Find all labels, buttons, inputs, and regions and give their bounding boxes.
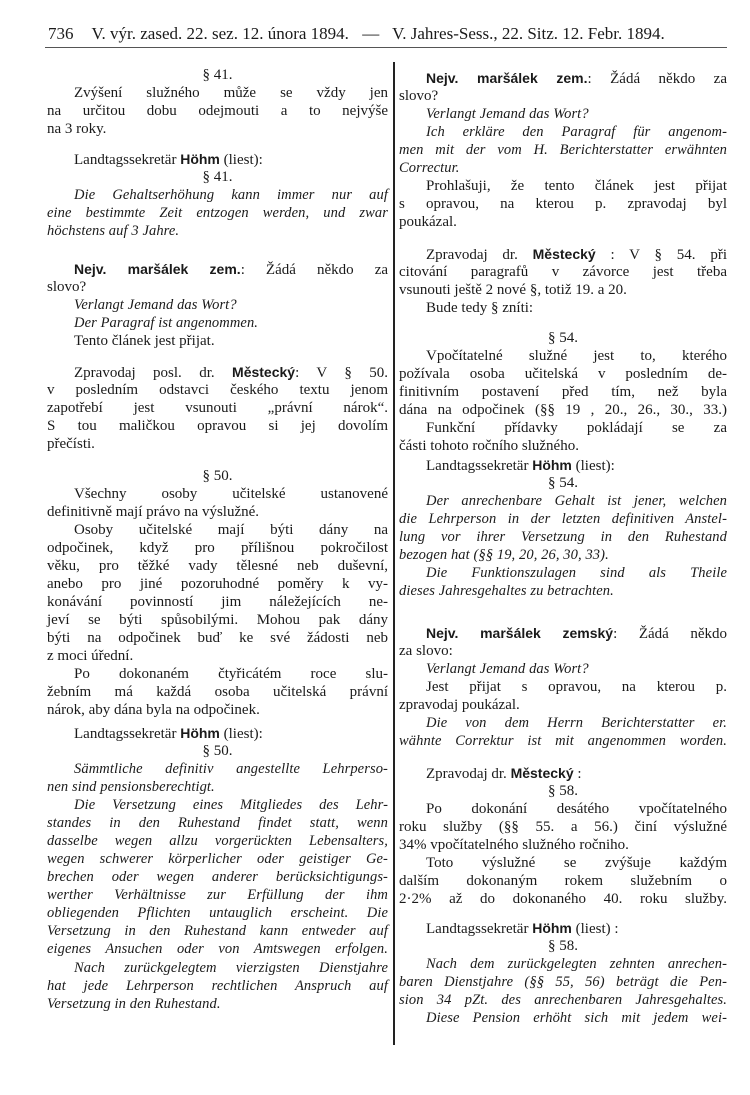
text-line: anebo pro jiné pozoruhodné poměry k vy- xyxy=(47,576,388,592)
text-line: eine bestimmte Zeit entzogen werden, und zwar xyxy=(47,205,388,221)
text-line xyxy=(399,764,727,782)
text-line: Vpočítatelné služné jest to, kterého xyxy=(426,348,727,364)
text-line xyxy=(399,69,727,87)
text-line: dieses Jahresgehaltes zu betrachten. xyxy=(399,583,614,599)
text-segment: Landtagssekretär xyxy=(74,152,181,168)
paragraph-block xyxy=(399,764,727,908)
text-segment: Zpravodaj dr. xyxy=(426,247,533,263)
text-line: wähnte Correktur ist mit angenommen worden. xyxy=(399,733,727,749)
text-line: z moci úřední. xyxy=(47,648,134,664)
text-line: slovo? xyxy=(47,279,87,295)
text-segment: Landtagssekretär xyxy=(426,921,533,937)
text-line: sion 34 pZt. des anrechenbaren Jahresgehaltes. xyxy=(399,992,727,1008)
speaker-name: Höhm xyxy=(532,457,572,473)
paragraph-block xyxy=(399,456,727,600)
paragraph-block xyxy=(399,245,727,317)
speaker-name: Městecký xyxy=(510,765,574,781)
section-heading: § 41. xyxy=(202,67,233,83)
text-line: Toto výslužné se zvýšuje každým xyxy=(426,855,727,871)
speaker-name: Nejv. maršálek zem. xyxy=(426,70,588,86)
text-line: Všechny osoby učitelské ustanovené xyxy=(74,486,388,502)
speaker-name: Městecký xyxy=(532,246,596,262)
text-line: žebním má každá osoba učitelská právní xyxy=(47,684,388,700)
header-dash: — xyxy=(362,24,380,43)
section-heading: § 58. xyxy=(548,938,578,954)
text-line: Die Versetzung eines Mitgliedes des Lehr- xyxy=(74,797,388,813)
text-line: dasselbe wegen allzu vorgerückten Lebensalters, xyxy=(47,833,388,849)
text-segment: : Žádá někdo xyxy=(613,626,727,642)
text-line: Nach dem zurückgelegten zehnten anrechen- xyxy=(426,956,727,972)
speaker-name: Höhm xyxy=(180,151,220,167)
text-line: lung vor ihrer Versetzung in den Ruhestand xyxy=(399,529,727,545)
text-line: Verlangt Jemand das Wort? xyxy=(426,661,589,677)
text-line: Bude tedy § zníti: xyxy=(426,300,534,316)
text-line xyxy=(399,624,727,642)
text-segment: (liest): xyxy=(571,458,615,474)
text-line xyxy=(47,260,388,278)
text-line: Po dokonání desátého vpočítatelného xyxy=(426,801,727,817)
text-line: 2·2% až do dokonaného 40. roku služby. xyxy=(399,891,727,907)
text-line: zapotřebí jest vsunouti „právní nárok“. xyxy=(47,400,388,416)
text-line: men mit der vom H. Berichterstatter erwähnten xyxy=(399,142,727,158)
text-line: Die von dem Herrn Berichterstatter er. xyxy=(426,715,727,731)
text-line: finitivním postavení před tím, než byla xyxy=(399,384,727,400)
text-segment: : Žádá někdo za xyxy=(587,71,727,87)
section-heading: § 54. xyxy=(548,330,578,346)
text-line: wegen schwerer körperlicher oder geistiger Ge- xyxy=(47,851,388,867)
text-line: jeví se býti spůsobilými. Mohou pak dány xyxy=(47,612,388,628)
text-line: Ich erkläre den Paragraf für angenom- xyxy=(426,124,727,140)
speaker-name: Höhm xyxy=(180,725,220,741)
text-segment: : xyxy=(573,766,582,782)
text-line: werther Verhältnisse zur Erfüllung der ihm xyxy=(47,887,388,903)
text-line: Funkční přídavky pokládají se za xyxy=(426,420,727,436)
text-line: v posledním odstavci českého textu jenom xyxy=(47,382,388,398)
text-line xyxy=(399,919,727,937)
text-line: Die Gehaltserhöhung kann immer nur auf xyxy=(74,187,388,203)
text-line: Diese Pension erhöht sich mit jedem wei- xyxy=(426,1010,727,1026)
text-line: Tento článek jest přijat. xyxy=(74,333,215,349)
text-line: za slovo: xyxy=(399,643,453,659)
text-segment: : V § 50. xyxy=(295,365,388,381)
text-line: Zvýšení služného může se vždy jen xyxy=(74,85,388,101)
text-line: dalším dokonaným rokem služebním o xyxy=(399,873,727,889)
text-line: části tohoto ročního služného. xyxy=(399,438,579,454)
paragraph-block xyxy=(399,329,727,455)
text-segment: Landtagssekretär xyxy=(426,458,533,474)
text-line: Die Funktionszulagen sind als Theile xyxy=(426,565,727,581)
text-line: Der anrechenbare Gehalt ist jener, welchen xyxy=(426,493,727,509)
paragraph-block xyxy=(47,150,388,240)
header-german-title: V. Jahres-Sess., 22. Sitz. 12. Febr. 1894. xyxy=(392,24,665,43)
text-segment: (liest): xyxy=(219,726,263,742)
paragraph-block xyxy=(399,69,727,231)
text-line: vsunouti ještě 2 nové §, totiž 19. a 20. xyxy=(399,282,627,298)
speaker-name: Nejv. maršálek zemský xyxy=(426,625,614,641)
text-line: slovo? xyxy=(399,88,439,104)
header-rule xyxy=(45,47,727,48)
text-segment: Landtagssekretär xyxy=(74,726,181,742)
section-heading: § 54. xyxy=(548,475,578,491)
text-line: Versetzung in den Ruhestand. xyxy=(47,996,221,1012)
paragraph-block xyxy=(47,724,388,958)
text-segment: : Žádá někdo za xyxy=(240,262,389,278)
text-line: citování paragrafů v závorce jest třeba xyxy=(399,264,727,280)
text-line: standes in den Ruhestand findet statt, wenn xyxy=(47,815,388,831)
text-segment: Zpravodaj posl. dr. xyxy=(74,365,233,381)
paragraph-block xyxy=(47,467,388,719)
text-line: na určitou dobu odejmouti a to nejvýše xyxy=(47,103,388,119)
text-line: Correctur. xyxy=(399,160,460,176)
text-line: bezogen hat (§§ 19, 20, 26, 30, 33). xyxy=(399,547,609,563)
section-heading: § 50. xyxy=(202,468,233,484)
text-line: Sämmtliche definitiv angestellte Lehrperso- xyxy=(74,761,388,777)
text-segment: (liest): xyxy=(219,152,263,168)
text-line: Jest přijat s opravou, na kterou p. xyxy=(426,679,727,695)
text-line: roku služby (§§ 55. a 56.) činí výslužné xyxy=(399,819,727,835)
text-line: S tou maličkou opravou si jej dovolím xyxy=(47,418,388,434)
section-heading: § 41. xyxy=(202,169,233,185)
text-line: Po dokonaném čtyřicátém roce slu- xyxy=(74,666,388,682)
text-line: odpočinek, když pro přílišnou pokročilost xyxy=(47,540,388,556)
text-line: nen sind pensionsberechtigt. xyxy=(47,779,215,795)
text-line: věku, pro těžké vady tělesné neb duševní, xyxy=(47,558,388,574)
text-segment: Zpravodaj dr. xyxy=(426,766,511,782)
text-line: býti na odpočinek buď ke své žádosti neb xyxy=(47,630,388,646)
text-line: brechen oder wegen anderer berücksichtigungs- xyxy=(47,869,388,885)
text-line: höchstens auf 3 Jahre. xyxy=(47,223,180,239)
text-line: Osoby učitelské mají býti dány na xyxy=(74,522,388,538)
paragraph-block xyxy=(399,919,727,1027)
text-line: definitivně mají právo na výslužné. xyxy=(47,504,260,520)
paragraph-block xyxy=(399,624,727,750)
text-line: s opravou, na kterou p. zpravodaj byl xyxy=(399,196,727,212)
paragraph-block xyxy=(47,260,388,350)
header-czech-title: V. výr. zased. 22. sez. 12. února 1894. xyxy=(91,24,349,43)
text-line: přečísti. xyxy=(47,436,95,452)
text-line: Verlangt Jemand das Wort? xyxy=(74,297,237,313)
text-line xyxy=(399,456,727,474)
speaker-name: Nejv. maršálek zem. xyxy=(74,261,241,277)
text-line: die Lehrperson in der letzten definitiven Anstel- xyxy=(399,511,727,527)
text-line xyxy=(47,363,388,381)
running-header xyxy=(48,24,708,46)
text-line: dána na odpočinek (§§ 19 , 20., 26., 30., 33.) xyxy=(399,402,727,418)
text-line: obliegenden Pflichten untauglich erscheint. Die xyxy=(47,905,388,921)
text-line: Verlangt Jemand das Wort? xyxy=(426,106,589,122)
section-heading: § 58. xyxy=(548,783,578,799)
paragraph-block xyxy=(47,66,388,138)
section-heading: § 50. xyxy=(202,743,233,759)
text-line: konávání povinností jim náležejících ne- xyxy=(47,594,388,610)
speaker-name: Höhm xyxy=(532,920,572,936)
text-line: 34% vpočítatelného služného ročniho. xyxy=(399,837,629,853)
text-line: nárok, aby dána byla na odpočinek. xyxy=(47,702,260,718)
text-segment: : V § 54. při xyxy=(595,247,727,263)
page-number: 736 xyxy=(48,24,74,43)
column-divider xyxy=(393,62,395,1045)
text-line: zpravodaj poukázal. xyxy=(399,697,520,713)
text-line: eigenes Ansuchen oder von Amtswegen erfolgen. xyxy=(47,941,388,957)
paragraph-block xyxy=(47,363,388,453)
text-line: Versetzung in den Ruhestand kann entweder auf xyxy=(47,923,388,939)
speaker-name: Městecký xyxy=(232,364,296,380)
text-line xyxy=(47,150,388,168)
paragraph-block xyxy=(47,959,388,1013)
text-line: na 3 roky. xyxy=(47,121,107,137)
text-line: Nach zurückgelegtem vierzigsten Dienstjahre xyxy=(74,960,388,976)
text-line: požívala osoba učitelská v posledním de- xyxy=(399,366,727,382)
text-line xyxy=(47,724,388,742)
text-line: Der Paragraf ist angenommen. xyxy=(74,315,259,331)
text-line: Prohlašuji, že tento článek jest přijat xyxy=(426,178,727,194)
text-line: poukázal. xyxy=(399,214,457,230)
text-line: hat jede Lehrperson rechtlichen Anspruch auf xyxy=(47,978,388,994)
text-line xyxy=(399,245,727,263)
text-line: baren Dienstjahre (§§ 55, 56) beträgt die Pen- xyxy=(399,974,727,990)
text-segment: (liest) : xyxy=(571,921,619,937)
